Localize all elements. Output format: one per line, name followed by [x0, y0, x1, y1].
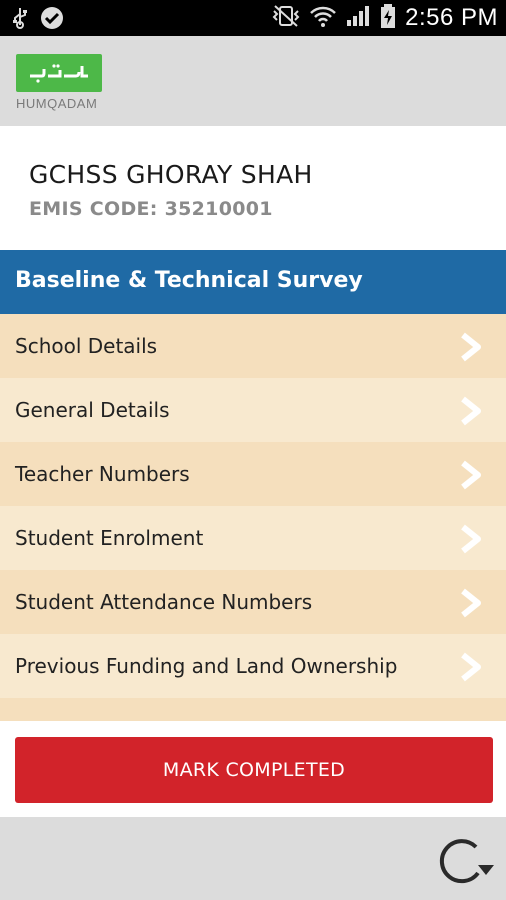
list-item-label: Teacher Numbers: [15, 462, 190, 486]
usb-icon: [12, 7, 28, 33]
battery-charging-icon: [379, 3, 397, 33]
list-item-label: Previous Funding and Land Ownership: [15, 654, 398, 678]
chevron-right-icon: [458, 460, 484, 490]
list-item-label: Student Attendance Numbers: [15, 590, 313, 614]
wifi-icon: [309, 4, 337, 32]
survey-list[interactable]: [0, 314, 506, 721]
section-title: Baseline & Technical Survey: [15, 268, 363, 293]
check-badge-icon: [40, 6, 64, 34]
list-item-partial[interactable]: [0, 698, 506, 721]
signal-icon: [345, 4, 371, 32]
mark-completed-button[interactable]: MARK COMPLETED: [15, 737, 493, 803]
app-bar: [0, 36, 506, 126]
action-area: [0, 721, 506, 817]
mute-vibrate-icon: [271, 4, 301, 32]
chevron-right-icon: [458, 652, 484, 682]
survey-section-header: [0, 250, 506, 314]
list-item-label: School Details: [15, 334, 158, 358]
list-item-previous-funding[interactable]: [0, 634, 506, 698]
clock-time: 2:56 PM: [405, 4, 498, 31]
list-item-student-enrolment[interactable]: [0, 506, 506, 570]
chevron-right-icon: [458, 524, 484, 554]
list-item-label: Student Enrolment: [15, 526, 204, 550]
humqadam-logo: [16, 54, 102, 92]
refresh-icon[interactable]: [432, 835, 496, 887]
chevron-right-icon: [458, 396, 484, 426]
school-name: GCHSS GHORAY SHAH: [29, 160, 313, 189]
status-bar: [0, 0, 506, 36]
list-item-student-attendance[interactable]: [0, 570, 506, 634]
list-item-school-details[interactable]: [0, 314, 506, 378]
footer-bar: [0, 817, 506, 900]
emis-code: EMIS CODE: 35210001: [29, 198, 273, 220]
logo-caption: HUMQADAM: [16, 96, 98, 111]
chevron-right-icon: [458, 588, 484, 618]
school-info-card: [0, 126, 506, 250]
list-item-teacher-numbers[interactable]: [0, 442, 506, 506]
list-item-general-details[interactable]: [0, 378, 506, 442]
chevron-right-icon: [458, 332, 484, 362]
list-item-label: General Details: [15, 398, 170, 422]
